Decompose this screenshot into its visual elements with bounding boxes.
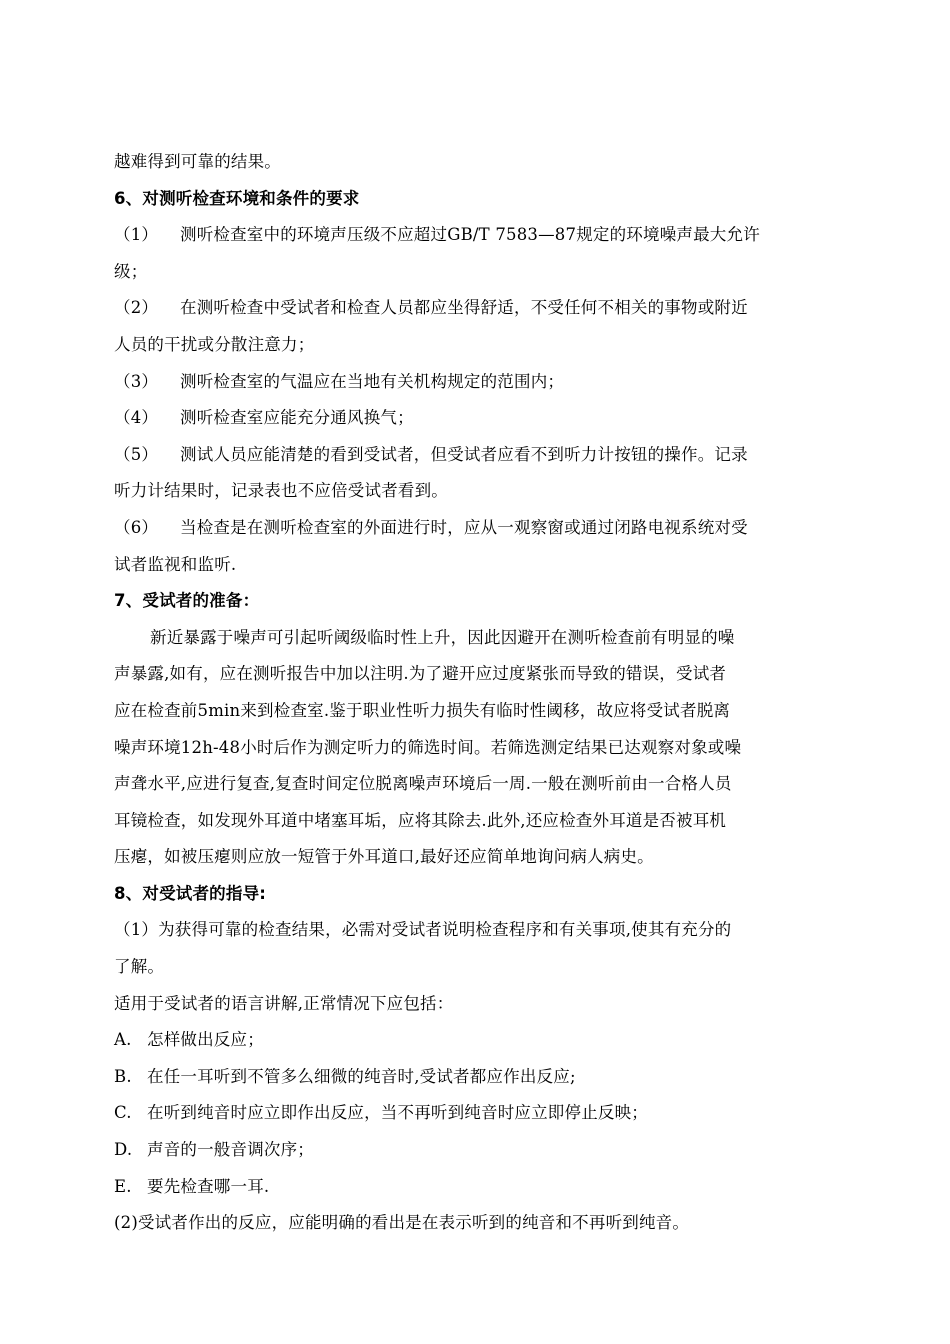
list-item-d xyxy=(114,1132,840,1169)
list-item-b xyxy=(114,1059,840,1096)
list-item-e xyxy=(114,1169,840,1206)
paragraph-line: 适用于受试者的语言讲解,正常情况下应包括： xyxy=(114,993,454,1013)
section-heading-6: 6、对测听检查环境和条件的要求 xyxy=(114,188,360,208)
item-text: 当检查是在测听检查室的外面进行时，应从一观察窗或通过闭路电视系统对受 xyxy=(180,517,748,537)
list-item-1-cont: 级； xyxy=(114,261,148,281)
paragraph-line: 声聋水平,应进行复查,复查时间定位脱离噪声环境后一周.一般在测听前由一合格人员 xyxy=(114,774,732,794)
paragraph-line: 了解。 xyxy=(114,957,165,977)
list-item-a xyxy=(114,1022,840,1059)
item-text: 测试人员应能清楚的看到受试者，但受试者应看不到听力计按钮的操作。记录 xyxy=(180,444,748,464)
paragraph-line: 新近暴露于噪声可引起听阈级临时性上升，因此因避开在测听检查前有明显的噪 xyxy=(150,627,735,647)
list-item-5 xyxy=(114,437,840,474)
paragraph-line: 声暴露,如有，应在测听报告中加以注明.为了避开应过度紧张而导致的错误，受试者 xyxy=(114,664,727,684)
paragraph-line: 噪声环境12h-48小时后作为测定听力的筛选时间。若筛选测定结果已达观察对象或噪 xyxy=(114,737,742,757)
item-text: 在任一耳听到不管多么细微的纯音时,受试者都应作出反应; xyxy=(147,1066,576,1086)
list-item-6 xyxy=(114,510,840,547)
paragraph-line: 压瘪，如被压瘪则应放一短管于外耳道口,最好还应简单地询问病人病史。 xyxy=(114,847,654,867)
item-number: （5） xyxy=(114,444,159,464)
paragraph-line: 应在检查前5min来到检查室.鉴于职业性听力损失有临时性阈移，故应将受试者脱离 xyxy=(114,700,731,720)
item-text: 测听检查室应能充分通风换气； xyxy=(180,408,414,428)
list-item-6-cont: 试者监视和监听. xyxy=(114,554,237,574)
item-text: 在听到纯音时应立即作出反应，当不再听到纯音时应立即停止反映； xyxy=(147,1103,648,1123)
item-letter: D. xyxy=(114,1140,133,1160)
list-item-2 xyxy=(114,290,840,327)
item-number: （6） xyxy=(114,517,159,537)
text-line: 越难得到可靠的结果。 xyxy=(114,152,281,171)
list-item-3 xyxy=(114,364,840,401)
document-page xyxy=(114,144,840,1242)
item-text: 怎样做出反应； xyxy=(147,1030,264,1050)
item-letter: E. xyxy=(114,1176,132,1196)
item-number: （4） xyxy=(114,408,159,428)
section-heading-8: 8、对受试者的指导: xyxy=(114,883,267,903)
paragraph-line: 耳镜检查，如发现外耳道中堵塞耳垢，应将其除去.此外,还应检查外耳道是否被耳机 xyxy=(114,810,727,830)
item-text: 要先检查哪一耳. xyxy=(147,1176,270,1196)
item-letter: C. xyxy=(114,1103,132,1123)
list-item-5-cont: 听力计结果时，记录表也不应倍受试者看到。 xyxy=(114,481,448,501)
item-text: 测听检查室的气温应在当地有关机构规定的范围内； xyxy=(180,371,565,391)
item-text: 声音的一般音调次序； xyxy=(147,1140,314,1160)
section-heading-7: 7、受试者的准备： xyxy=(114,591,260,611)
item-letter: A. xyxy=(114,1030,132,1050)
list-item-1 xyxy=(114,217,840,254)
item-text: 在测听检查中受试者和检查人员都应坐得舒适，不受任何不相关的事物或附近 xyxy=(180,298,748,318)
list-item-4 xyxy=(114,400,840,437)
list-item-2-cont: 人员的干扰或分散注意力； xyxy=(114,334,315,354)
paragraph-line: （1）为获得可靠的检查结果，必需对受试者说明检查程序和有关事项,使其有充分的 xyxy=(114,920,732,940)
item-number: （3） xyxy=(114,371,159,391)
item-number: （2） xyxy=(114,298,159,318)
item-text: 测听检查室中的环境声压级不应超过GB/T 7583—87规定的环境噪声最大允许 xyxy=(180,225,760,245)
item-letter: B. xyxy=(114,1066,132,1086)
paragraph-line: (2)受试者作出的反应，应能明确的看出是在表示听到的纯音和不再听到纯音。 xyxy=(114,1213,690,1233)
item-number: （1） xyxy=(114,225,159,245)
list-item-c xyxy=(114,1095,840,1132)
